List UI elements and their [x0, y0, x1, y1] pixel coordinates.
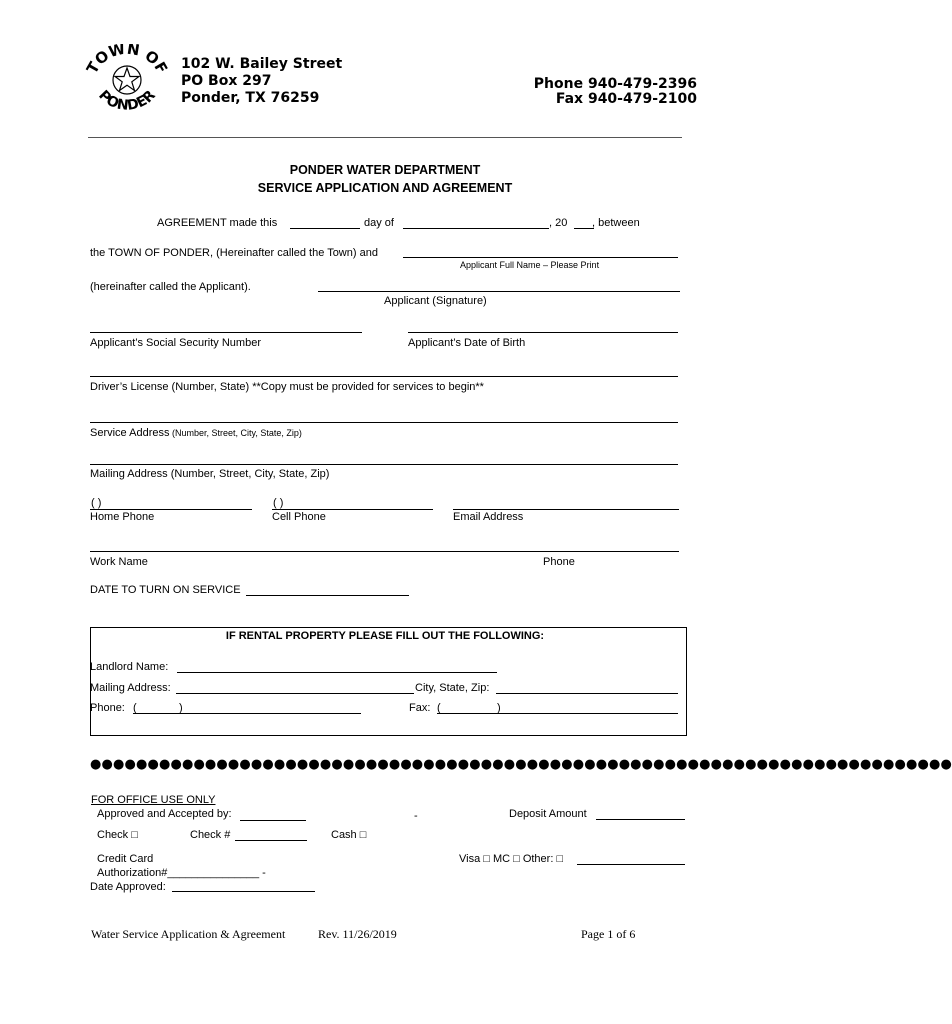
service-address-label	[90, 427, 302, 439]
applicant-signature-field[interactable]	[318, 291, 680, 292]
work-phone-label: Phone	[543, 556, 575, 568]
agreement-made-this: AGREEMENT made this	[157, 217, 278, 229]
applicant-name-field[interactable]	[403, 257, 678, 258]
agreement-month-field[interactable]	[403, 228, 549, 229]
footer-form-name: Water Service Application & Agreement	[91, 927, 286, 941]
header-divider	[88, 137, 682, 138]
logo-text-bottom: PONDER	[95, 87, 159, 114]
drivers-license-field[interactable]	[90, 376, 678, 377]
town-text: the TOWN OF PONDER, (Hereinafter called the Town) and	[90, 247, 378, 259]
work-name-label: Work Name	[90, 556, 148, 568]
deposit-amount-label: Deposit Amount	[509, 808, 587, 820]
date-approved-field[interactable]	[172, 891, 315, 892]
email-field[interactable]	[453, 509, 679, 510]
service-address-field[interactable]	[90, 422, 678, 423]
cash-checkbox[interactable]: Cash □	[331, 829, 367, 841]
drivers-license-label	[90, 381, 484, 393]
home-phone-area-code: ( )	[91, 497, 102, 509]
other-card-field[interactable]	[577, 864, 685, 865]
rental-fax-paren-open: (	[437, 702, 441, 714]
office-dash: -	[414, 810, 418, 822]
deposit-amount-field[interactable]	[596, 819, 685, 820]
rental-property-box	[90, 627, 687, 736]
office-use-heading: FOR OFFICE USE ONLY	[91, 794, 216, 806]
check-number-field[interactable]	[235, 840, 307, 841]
cell-phone-area-code: ( )	[273, 497, 284, 509]
rental-phone-paren-close: )	[179, 702, 183, 714]
agreement-year-prefix: , 20	[549, 217, 568, 229]
title-line-2: SERVICE APPLICATION AND AGREEMENT	[257, 181, 513, 195]
rental-phone-label: Phone:	[90, 702, 125, 714]
footer-revision: Rev. 11/26/2019	[318, 927, 397, 941]
check-checkbox[interactable]: Check □	[97, 829, 138, 841]
svg-text:TOWN OF	[84, 44, 170, 77]
email-label: Email Address	[453, 511, 524, 523]
cell-phone-label: Cell Phone	[272, 511, 326, 523]
applicant-signature-caption: Applicant (Signature)	[384, 295, 487, 307]
home-phone-label: Home Phone	[90, 511, 155, 523]
landlord-name-field[interactable]	[177, 672, 497, 673]
city-state-zip-label: City, State, Zip:	[415, 682, 490, 694]
agreement-day-field[interactable]	[290, 228, 360, 229]
city-state-zip-field[interactable]	[496, 693, 678, 694]
credit-card-label: Credit Card	[97, 853, 154, 865]
title-line-1: PONDER WATER DEPARTMENT	[289, 163, 481, 177]
work-field[interactable]	[90, 551, 679, 552]
check-number-label: Check #	[190, 829, 231, 841]
mailing-address-field[interactable]	[90, 464, 678, 465]
phone-number: Phone 940-479-2396	[533, 76, 697, 92]
dot-separator: ●●●●●●●●●●●●●●●●●●●●●●●●●●●●●●●●●●●●●●●●●●●●●●●●●●●●●●●●●●●●●●●●●●●●●●●●●●●	[90, 757, 952, 772]
rental-mailing-address-field[interactable]	[176, 693, 414, 694]
hereinafter-text: (hereinafter called the Applicant).	[90, 281, 251, 293]
dob-label: Applicant’s Date of Birth	[408, 337, 526, 349]
address-line-2: PO Box 297	[181, 73, 272, 89]
footer-page-number: Page 1 of 6	[581, 927, 636, 941]
applicant-name-caption: Applicant Full Name – Please Print	[460, 260, 600, 270]
address-line-1: 102 W. Bailey Street	[181, 56, 343, 72]
approved-by-label: Approved and Accepted by:	[97, 808, 232, 820]
card-type-checkboxes[interactable]: Visa □ MC □ Other: □	[459, 853, 564, 865]
service-address-label-main: Service Address	[90, 427, 170, 439]
rental-phone-paren-open: (	[133, 702, 137, 714]
ssn-label: Applicant’s Social Security Number	[90, 337, 261, 349]
fax-number: Fax 940-479-2100	[555, 91, 697, 107]
drivers-license-label-bold: Driver’s License	[90, 381, 169, 393]
address-line-3: Ponder, TX 76259	[181, 90, 320, 106]
agreement-day-of: day of	[364, 217, 394, 229]
turn-on-date-field[interactable]	[246, 595, 409, 596]
mailing-address-label: Mailing Address (Number, Street, City, State, Zip)	[90, 468, 330, 480]
turn-on-date-label: DATE TO TURN ON SERVICE	[90, 584, 241, 596]
svg-text:PONDER	[95, 87, 159, 114]
landlord-name-label: Landlord Name:	[90, 661, 169, 673]
town-logo	[84, 44, 170, 116]
logo-text-top: TOWN OF	[84, 44, 170, 77]
rental-fax-field[interactable]	[437, 713, 678, 714]
ssn-field[interactable]	[90, 332, 362, 333]
approved-by-field[interactable]	[240, 820, 306, 821]
star-icon	[115, 68, 139, 91]
authorization-field[interactable]: Authorization#_______________ -	[97, 867, 266, 879]
cell-phone-field[interactable]	[272, 509, 433, 510]
dob-field[interactable]	[408, 332, 678, 333]
date-approved-label: Date Approved:	[90, 881, 166, 893]
agreement-between: , between	[592, 217, 640, 229]
rental-fax-paren-close: )	[497, 702, 501, 714]
rental-phone-field[interactable]	[133, 713, 361, 714]
agreement-year-field[interactable]	[574, 228, 594, 229]
rental-heading: IF RENTAL PROPERTY PLEASE FILL OUT THE FOLLOWING:	[225, 630, 545, 642]
home-phone-field[interactable]	[90, 509, 252, 510]
drivers-license-label-note: (Number, State) **Copy must be provided for services to begin**	[168, 381, 484, 393]
service-address-label-detail: (Number, Street, City, State, Zip)	[169, 428, 302, 438]
rental-mailing-address-label: Mailing Address:	[90, 682, 171, 694]
rental-fax-label: Fax:	[409, 702, 431, 714]
